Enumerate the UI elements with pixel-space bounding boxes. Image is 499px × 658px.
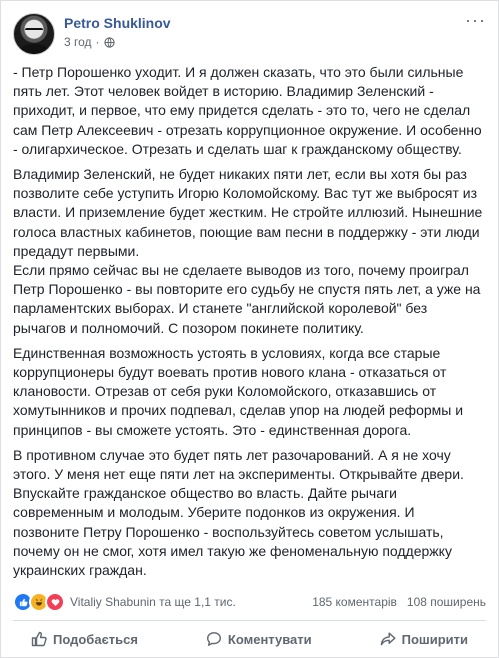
post-paragraph: - Петр Порошенко уходит. И я должен сказать, что это были сильные пять лет. Этот человек войдет в историю. Владимир Зеленский - приходит, и первое, что ему придется сделать - это то, чего не сделал сам Петр Алексеевич - отрезать коррупционное окружение. И особенно - олигархическое. Отрезать и сделать шаг к гражданскому обществу.	[13, 64, 482, 157]
post-paragraph: Единственная возможность устоять в условиях, когда все старые коррупционеры будут воевать против нового клана - отказаться от клановости. Отрезав от себя руки Коломойского, отказавшись от хомутынников и прочих подпевал, сделав упор на людей реформы и принципов - вы сможете устоять. Это - единственная дорога.	[13, 344, 464, 438]
post-time[interactable]: 3 год	[64, 35, 92, 49]
like-label: Подобається	[53, 631, 138, 647]
engagement-counts	[312, 595, 486, 609]
action-bar	[13, 623, 486, 655]
share-icon	[380, 631, 396, 647]
reactors-summary[interactable]: Vitaliy Shabunin та ще 1,1 тис.	[70, 595, 236, 609]
globe-icon	[104, 37, 115, 48]
divider	[13, 620, 486, 621]
share-button[interactable]	[362, 631, 486, 647]
separator-dot: ·	[95, 35, 100, 49]
more-options-icon[interactable]: ···	[465, 10, 486, 30]
avatar[interactable]	[13, 13, 55, 55]
post-header	[13, 13, 171, 55]
author-name[interactable]: Petro Shuklinov	[64, 15, 171, 31]
like-button[interactable]	[13, 631, 156, 647]
post-paragraph: В противном случае это будет пять лет разочарований. А я не хочу этого. У меня нет еще пяти лет на эксперименты. Открывайте двери. Впускайте гражданское общество во власть. Дайте рычаги современным и молодым. Уберите подонков из окружения. И позвоните Петру Порошенко - воспользуйтесь советом услышать, почему он не смог, хотя имел такую же феноменальную поддержку украинских граждан.	[13, 446, 464, 579]
comment-icon	[206, 631, 222, 647]
comment-label: Коментувати	[227, 631, 312, 647]
post-paragraph: Владимир Зеленский, не будет никаких пяти лет, если вы хотя бы раз позволите себе уступить Игорю Коломойскому. Вас тут же выбросят из власти. И приземление будет жестким. Не стройте иллюзий. Нынешние голоса властных кабинетов, поющие вам песни в поддержку - эти люди предадут первыми. Если прямо сейчас вы не сделаете выводов из того, почему проиграл Петр Порошенко - вы повторите его судьбу не спустя пять лет, а уже на парламентских выборах. И станете "английской королевой" без рычагов и полномочий. С позором покинете политику.	[13, 166, 483, 336]
comment-button[interactable]	[188, 631, 330, 647]
share-label: Поширити	[401, 631, 468, 647]
comments-count[interactable]: 185 коментарів	[312, 595, 397, 609]
post-meta	[64, 14, 171, 49]
thumbs-up-icon	[31, 631, 47, 647]
post-text	[13, 63, 483, 586]
reaction-icons[interactable]	[13, 592, 65, 612]
timestamp-row	[64, 35, 171, 49]
shares-count[interactable]: 108 поширень	[406, 595, 486, 609]
love-icon	[45, 592, 65, 612]
reactions-bar	[13, 590, 486, 614]
